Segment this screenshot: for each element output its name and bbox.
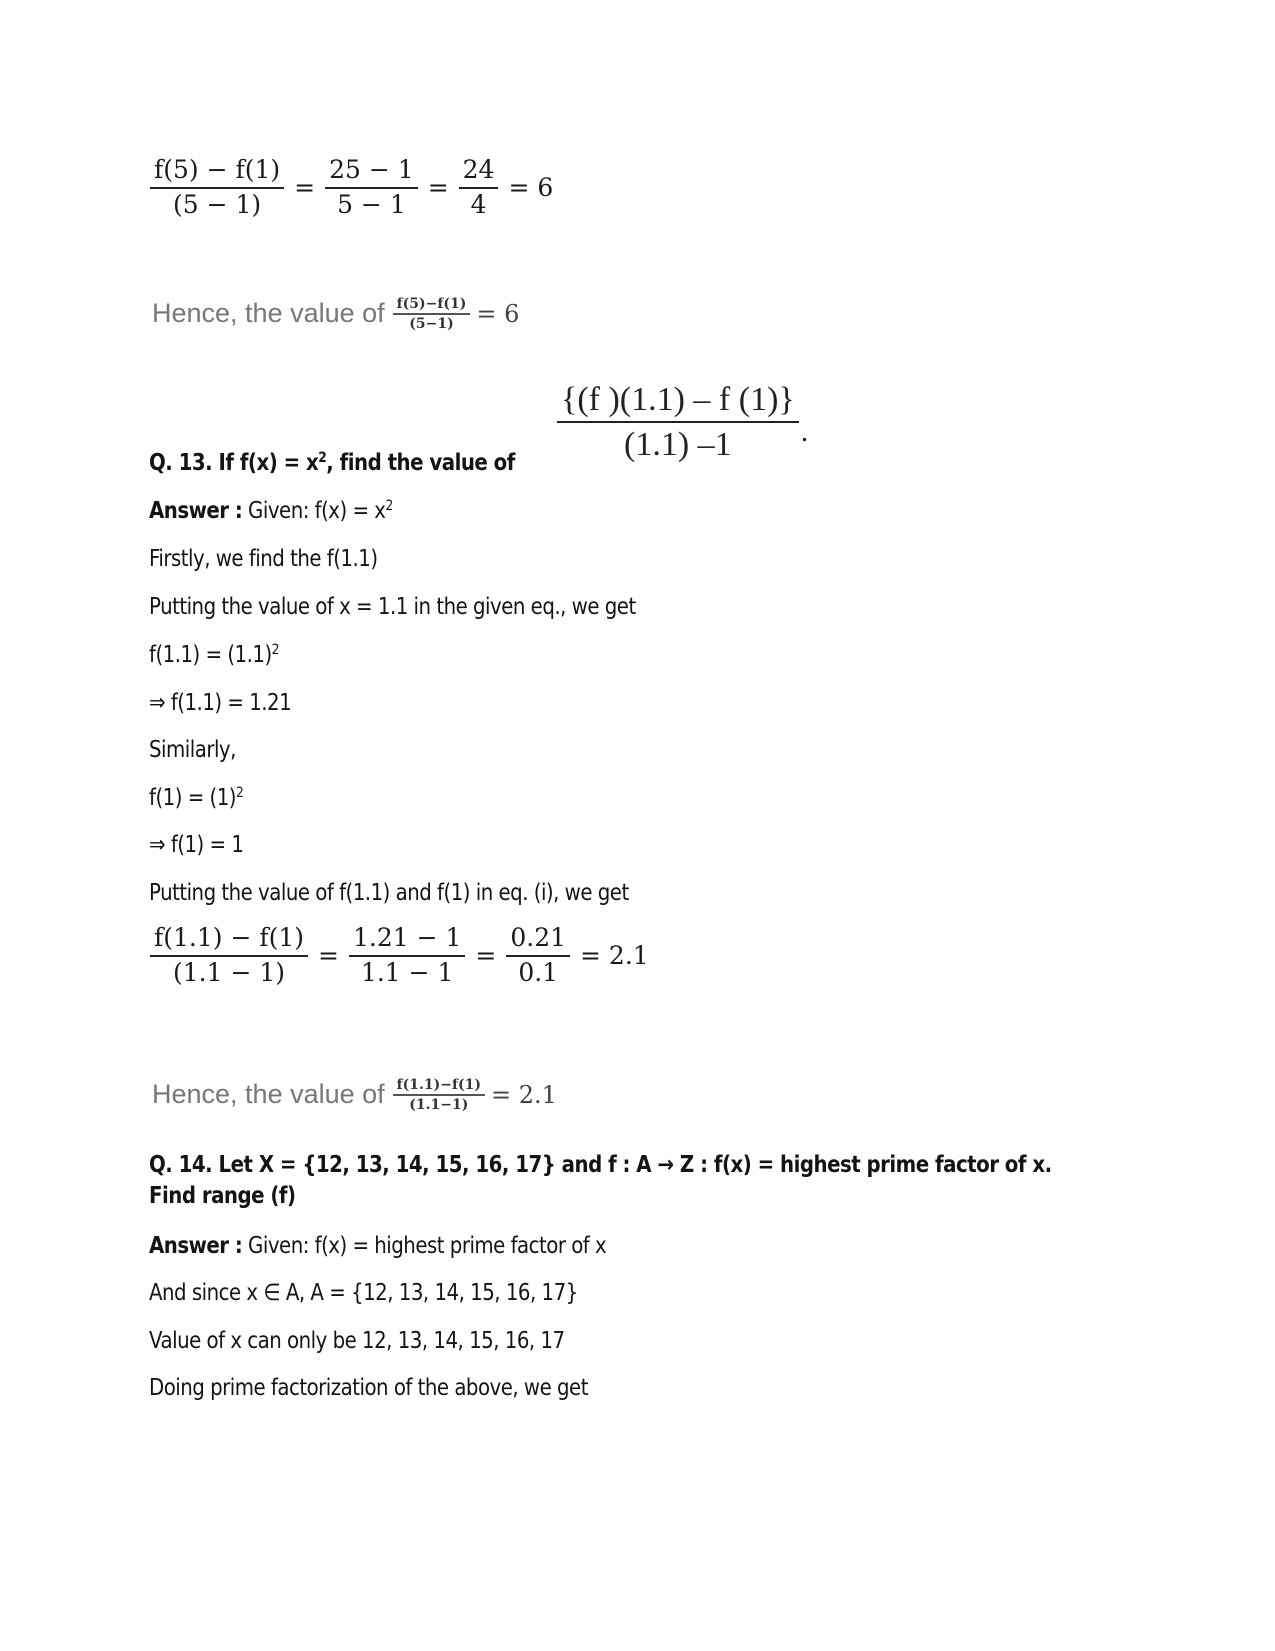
- question-14: Q. 14. Let X = {12, 13, 14, 15, 16, 17} and f : A → Z : f(x) = highest prime factor of x.: [149, 1152, 1052, 1178]
- answer-14-line: Value of x can only be 12, 13, 14, 15, 16, 17: [149, 1328, 565, 1354]
- question-13: Q. 13. If $f(x) = x^2$, find the value of: [149, 450, 515, 476]
- answer-13-line: Putting the value of x = 1.1 in the given eq., we get: [149, 594, 636, 620]
- hence-fraction: $\frac{f(1.1)-f(1)}{(1.1-1)}$: [393, 1077, 485, 1113]
- answer-13-line: ⇒ f(1.1) = 1.21: [149, 690, 292, 716]
- hence-statement-1: Hence, the value of $\frac{f(5)-f(1)}{(5-1)}$ = 6: [152, 296, 520, 332]
- answer-13-line: Putting the value of f(1.1) and f(1) in eq. (i), we get: [149, 880, 629, 906]
- equation-f11-f1: $\frac{f(1.1) - f(1)}{(1.1 - 1)}$ = $\frac{1.21 - 1}{1.1 - 1}$ = $\frac{0.21}{0.1}$ = 2.1: [146, 924, 655, 988]
- hence-statement-2: Hence, the value of $\frac{f(1.1)-f(1)}{(1.1-1)}$ = 2.1: [152, 1077, 557, 1113]
- hence-fraction: $\frac{f(5)-f(1)}{(5-1)}$: [393, 296, 471, 332]
- answer-14-line: And since x ∈ A, A = {12, 13, 14, 15, 16, 17}: [149, 1280, 578, 1306]
- answer-13-line: Similarly,: [149, 737, 236, 763]
- fraction-mid: $\frac{1.21 - 1}{1.1 - 1}$: [349, 924, 465, 988]
- answer-13-line: Firstly, we find the f(1.1): [149, 546, 378, 572]
- q13-fraction: $\frac{\{(f )(1.1) - f (1)\}}{(1.1) -1}$ .: [553, 380, 808, 464]
- answer-13-line: $f(1.1) = (1.1)^2$: [149, 642, 279, 668]
- answer-14-given: Answer : Given: f(x) = highest prime factor of x: [149, 1233, 607, 1259]
- fraction-right: $\frac{24}{4}$: [459, 156, 499, 220]
- answer-13-given: Answer : Given: $f(x) = x^2$: [149, 498, 393, 524]
- answer-13-line: ⇒ f(1) = 1: [149, 832, 244, 858]
- fraction-lhs: $\frac{f(5) - f(1)}{(5 - 1)}$: [150, 156, 284, 220]
- answer-13-line: $f(1) = (1)^2$: [149, 785, 244, 811]
- equation-f5-f1: $\frac{f(5) - f(1)}{(5 - 1)}$ = $\frac{25 - 1}{5 - 1}$ = $\frac{24}{4}$ = 6: [146, 156, 559, 220]
- answer-14-line: Doing prime factorization of the above, we get: [149, 1375, 588, 1401]
- fraction-right: $\frac{0.21}{0.1}$: [506, 924, 570, 988]
- question-14-line2: Find range (f): [149, 1183, 296, 1209]
- fraction-lhs: $\frac{f(1.1) - f(1)}{(1.1 - 1)}$: [150, 924, 308, 988]
- fraction-mid: $\frac{25 - 1}{5 - 1}$: [325, 156, 418, 220]
